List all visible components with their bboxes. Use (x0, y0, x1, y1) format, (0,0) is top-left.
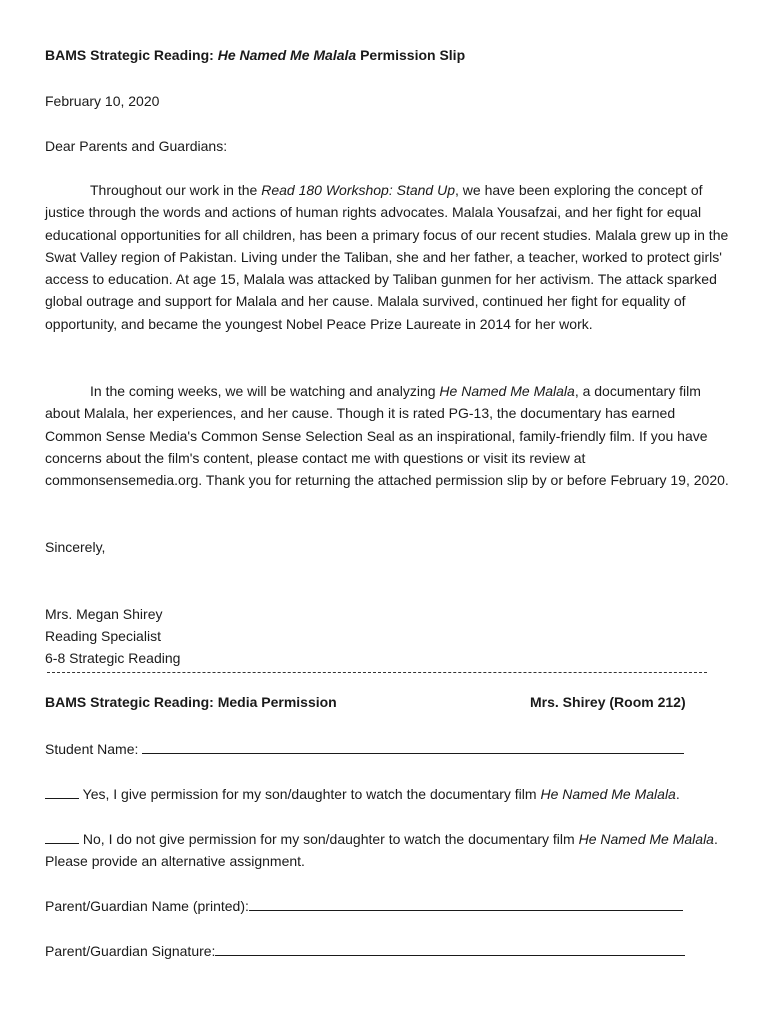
parent-name-blank[interactable] (249, 896, 683, 911)
parent-name-row (45, 896, 683, 914)
cut-line (47, 672, 707, 673)
signature-title: Reading Specialist (45, 628, 161, 644)
parent-name-label: Parent/Guardian Name (printed): (45, 898, 249, 914)
salutation: Dear Parents and Guardians: (45, 138, 228, 154)
student-name-label: Student Name: (45, 741, 143, 757)
letter-title: BAMS Strategic Reading: He Named Me Malala Permission Slip (45, 47, 466, 63)
yes-checkbox-blank[interactable] (45, 784, 79, 799)
signature-department: 6-8 Strategic Reading (45, 650, 181, 666)
paragraph-1: Throughout our work in the Read 180 Workshop: Stand Up, we have been exploring the concept of justice through the words and actions of human rights advocates. Malala Yousafzai, and her fight for equal educational opportunities for all children, has been a primary focus of our recent studies. Malala grew up in the Swat Valley region of Pakistan. Living under the Taliban, she and her father, a teacher, worked to protect girls' access to education. At age 15, Malala was attacked by Taliban gunmen for her activism. The attack sparked global outrage and support for Malala and her cause. Malala survived, continued her fight for equality of opportunity, and became the youngest Nobel Peace Prize Laureate in 2014 for her work. (45, 182, 729, 332)
paragraph-2: In the coming weeks, we will be watching and analyzing He Named Me Malala, a documentary film about Malala, her experiences, and her cause. Though it is rated PG-13, the documentary has earned Common Sense Media's Common Sense Selection Seal as an inspirational, family-friendly film. If you have concerns about the film's content, please contact me with questions or visit its review at commonsensemedia.org. Thank you for returning the attached permission slip by or before February 19, 2020. (45, 383, 729, 489)
no-option-row: No, I do not give permission for my son/daughter to watch the documentary film He Named Me Malala. Please provide an alternative assignment. (45, 831, 718, 870)
no-checkbox-blank[interactable] (45, 829, 79, 844)
form-header: BAMS Strategic Reading: Media Permission (45, 694, 337, 710)
parent-signature-label: Parent/Guardian Signature: (45, 943, 216, 959)
closing: Sincerely, (45, 539, 106, 555)
signature-name: Mrs. Megan Shirey (45, 606, 163, 622)
parent-signature-row (45, 941, 685, 959)
student-name-row (45, 739, 684, 757)
letter-date: February 10, 2020 (45, 93, 160, 109)
yes-option-row: Yes, I give permission for my son/daughter to watch the documentary film He Named Me Malala. (45, 784, 680, 802)
parent-signature-blank[interactable] (215, 941, 685, 956)
student-name-blank[interactable] (142, 739, 684, 754)
form-room: Mrs. Shirey (Room 212) (530, 694, 686, 710)
